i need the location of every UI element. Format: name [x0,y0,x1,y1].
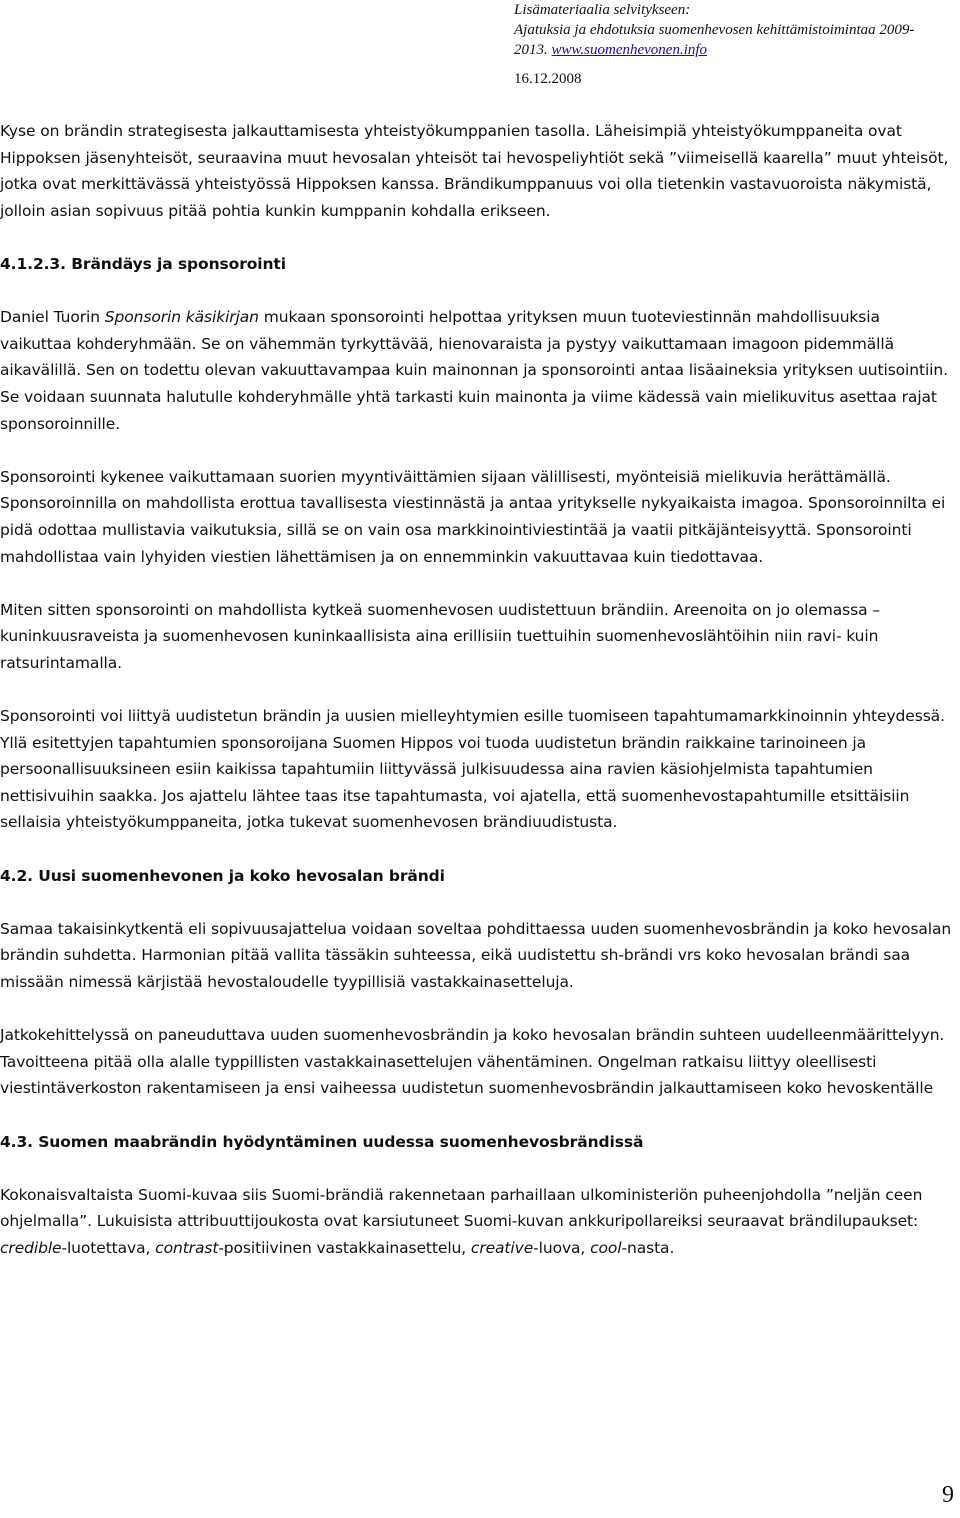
term-credible: credible [0,1238,62,1257]
paragraph-event-marketing: Sponsorointi voi liittyä uudistetun brändin ja uusien mielleyhtymien esille tuomiseen tapahtumamarkkinoinnin yhteydessä. Yllä esitettyjen tapahtumien sponsoroijana Suomen Hippos voi tuoda uudistetun brändin raikkaine tarinoineen ja persoonallisuuksineen esiin kaikissa tapahtumiin liittyvässä julkisuudessa aina ravien käsiohjelmista tapahtumien nettisivuihin saakka. Jos ajattelu lähtee taas itse tapahtumasta, voi ajatella, että suomenhevostapahtumille etsittäisiin sellaisia yhteistyökumppaneita, jotka tukevat suomenhevosen brändiuudistusta. [0,707,945,832]
paragraph-arenas: Miten sitten sponsorointi on mahdollista kytkeä suomenhevosen uudistettuun brändiin. Areenoita on jo olemassa – kuninkuusraveista ja suomenhevosen kuninkaallisista aina erillisiin tuettuihin suomenhevoslähtöihin niin ravi- kuin ratsurintamalla. [0,600,880,672]
paragraph-sponsorship-effects: Sponsorointi kykenee vaikuttamaan suorien myyntiväittämien sijaan välillisesti, myönteisiä mielikuvia herättämällä. Sponsoroinnilla on mahdollista erottua tavallisesta viestinnästä ja antaa yritykselle nykyaikaista imagoa. Sponsoroinnilta ei pidä odottaa mullistavia vaikutuksia, sillä se on vain osa markkinointiviestintää ja vaatii pitkäjänteisyyttä. Sponsorointi mahdollistaa vain lyhyiden viestien lähettämisen ja on ennemminkin vakuuttavaa kuin tiedottavaa. [0,467,946,566]
term-contrast: contrast [155,1238,219,1257]
text-span: Daniel Tuorin [0,308,105,327]
text-span: -luotettava, [61,1238,156,1257]
paragraph-brand-partners: Kyse on brändin strategisesta jalkauttamisesta yhteistyökumppanien tasolla. Läheisimpiä yhteistyökumppaneita ovat Hippoksen jäsenyhteisöt, seuraavina muut hevosalan yhteisöt tai hevospeliyhtiöt sekä ”viimeisellä kaarella” muut yhteisöt, jotka ovat merkittävässä yhteistyössä Hippoksen kanssa. Brändikumppanuus voi olla tietenkin vastavuoroista näkymistä, jolloin asian sopivuus pitää pohtia kunkin kumppanin kohdalla erikseen. [0,122,949,220]
section-heading-4-2: 4.2. Uusi suomenhevonen ja koko hevosalan brändi [0,866,445,885]
document-body [0,118,952,1262]
section-heading-4-1-2-3: 4.1.2.3. Brändäys ja sponsorointi [0,254,286,273]
text-span: -nasta. [621,1238,675,1257]
header-year: 2013. [514,42,552,58]
paragraph-country-brand [0,1182,952,1262]
paragraph-further-development: Jatkokehittelyssä on paneuduttava uuden suomenhevosbrändin ja koko hevosalan brändin suhteen uudelleenmäärittelyyn. Tavoitteena pitää olla alalle typpillisten vastakkainasettelujen vähentäminen. Ongelman ratkaisu liittyy oleellisesti viestintäverkoston rakentamiseen ja ensi vaiheessa uudistetun suomenhevosbrändin jalkauttamiseen koko hevoskentälle [0,1026,945,1098]
section-heading-4-3: 4.3. Suomen maabrändin hyödyntäminen uudessa suomenhevosbrändissä [0,1132,644,1151]
document-header [514,0,954,60]
header-date: 16.12.2008 [514,71,582,87]
header-line-2: Ajatuksia ja ehdotuksia suomenhevosen kehittämistoimintaa 2009- [514,22,915,38]
text-span: -positiivinen vastakkainasettelu, [218,1238,471,1257]
text-span: -luova, [533,1238,591,1257]
paragraph-brand-relationship: Samaa takaisinkytkentä eli sopivuusajattelua voidaan soveltaa pohdittaessa uuden suomenhevosbrändin ja koko hevosalan brändin suhdetta. Harmonian pitää vallita tässäkin suhteessa, eikä uudistettu sh-brändi vrs koko hevosalan brändi saa missään nimessä kärjistää hevostaloudelle tyypillisiä vastakkainasetteluja. [0,919,952,991]
header-line-1: Lisämateriaalia selvitykseen: [514,2,691,18]
page-number: 9 [942,1482,954,1508]
header-website-link[interactable]: www.suomenhevonen.info [551,42,708,58]
book-title: Sponsorin käsikirjan [104,308,259,327]
text-span: mukaan sponsorointi helpottaa yrityksen muun tuoteviestinnän mahdollisuuksia vaikuttaa kohderyhmään. Se on vähemmän tyrkyttävää, hienovaraista ja pystyy vaikuttamaan imagoon pidemmällä aikavälillä. Sen on todettu olevan vakuuttavampaa kuin mainonnan ja sponsorointi antaa lisäaineksia yrityksen uutisointiin. Se voidaan suunnata halutulle kohderyhmälle yhtä tarkasti kuin mainonta ja viime kädessä vain mielikuvitus asettaa rajat sponsoroinnille. [0,308,948,433]
text-span: Kokonaisvaltaista Suomi-kuvaa siis Suomi-brändiä rakennetaan parhaillaan ulkoministeriön puheenjohdolla ”neljän ceen ohjelmalla”. Lukuisista attribuuttijoukosta ovat karsiutuneet Suomi-kuvan ankkuripollareiksi seuraavat brändilupaukset: [0,1185,923,1231]
term-cool: cool [590,1238,622,1257]
header-line-3 [514,40,954,60]
term-creative: creative [470,1238,534,1257]
paragraph-sponsorship-handbook [0,304,952,437]
